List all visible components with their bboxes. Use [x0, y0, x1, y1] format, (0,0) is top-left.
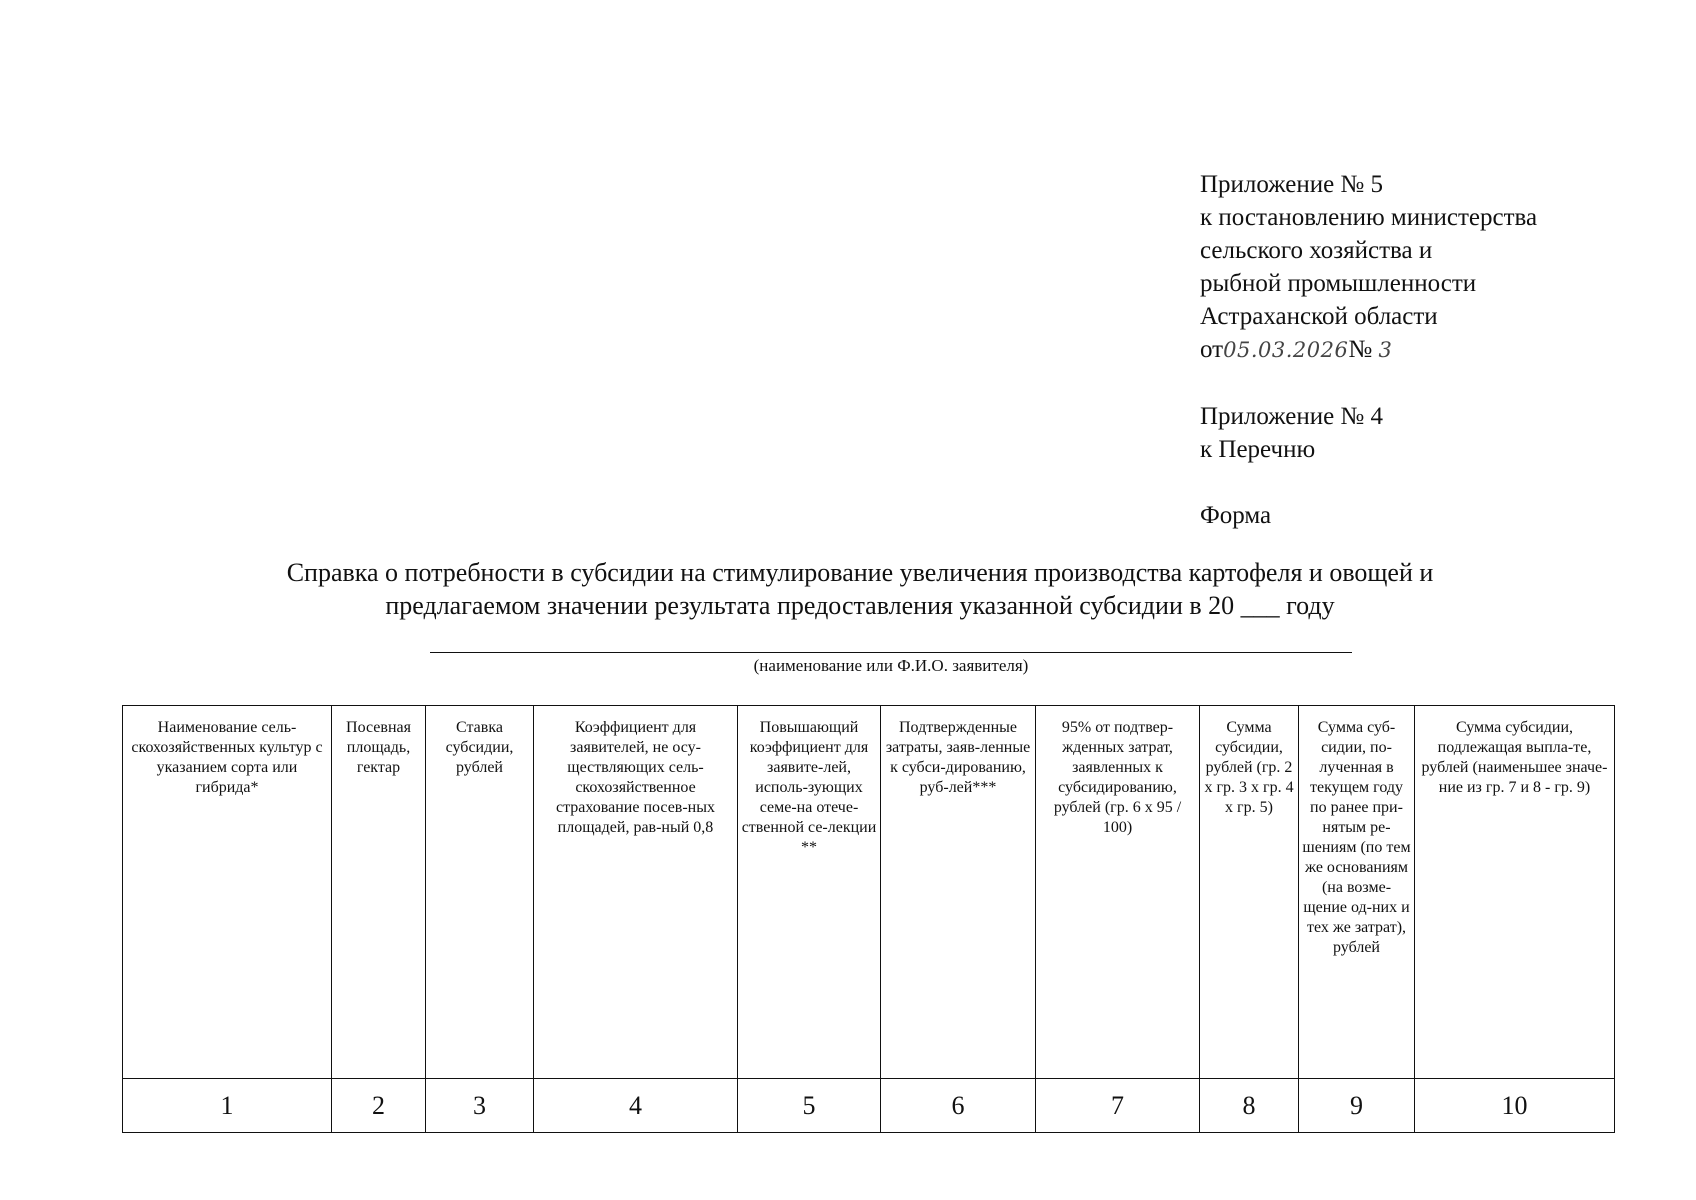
table-header-cell: Повышающий коэффициент для заявите-лей, исполь-зующих семе-на отече-ственной се-лекции ** — [738, 706, 881, 1079]
annex-number-handwritten: 3 — [1378, 338, 1393, 362]
column-number-cell: 8 — [1200, 1079, 1299, 1133]
title-line2: предлагаемом значении результата предоставления указанной субсидии в 20 ___ году — [385, 591, 1335, 620]
annex-to-resolution: к постановлению министерства — [1200, 204, 1538, 231]
column-number-cell: 6 — [881, 1079, 1036, 1133]
table-header-cell: Подтвержденные затраты, заяв-ленные к субси-дированию, руб-лей*** — [881, 706, 1036, 1079]
table-header-cell: Ставка субсидии, рублей — [426, 706, 534, 1079]
annex-number-prefix: № — [1348, 336, 1373, 363]
table-column-number-row — [123, 1079, 1615, 1133]
table-header-cell: Наименование сель-скохозяйственных культур с указанием сорта или гибрида* — [123, 706, 332, 1079]
applicant-caption: (наименование или Ф.И.О. заявителя) — [753, 656, 1029, 675]
annex-ministry-line3: рыбной промышленности — [1200, 270, 1477, 297]
subsidy-form-table — [122, 705, 1615, 1133]
table-header-cell: 95% от подтвер-жденных затрат, заявленных к субсидированию, рублей (гр. 6 x 95 / 100) — [1036, 706, 1200, 1079]
column-number-cell: 2 — [332, 1079, 426, 1133]
column-number-cell: 9 — [1299, 1079, 1415, 1133]
column-number-cell: 4 — [534, 1079, 738, 1133]
table-header-cell: Сумма субсидии, подлежащая выпла-те, рублей (наименьшее значе-ние из гр. 7 и 8 - гр. 9) — [1415, 706, 1615, 1079]
title-line1: Справка о потребности в субсидии на стимулирование увеличения производства картофеля и овощей и — [286, 558, 1434, 587]
annex-from-prefix: от — [1200, 336, 1224, 363]
table-header-cell: Сумма субсидии, рублей (гр. 2 x гр. 3 x гр. 4 x гр. 5) — [1200, 706, 1299, 1079]
annex-date-line — [1200, 333, 1537, 367]
column-number-cell: 10 — [1415, 1079, 1615, 1133]
table-header-cell: Посевная площадь, гектар — [332, 706, 426, 1079]
annex-appendix5: Приложение № 5 — [1200, 171, 1384, 198]
column-number-cell: 7 — [1036, 1079, 1200, 1133]
table-header-row — [123, 706, 1615, 1079]
table-header-cell: Сумма суб-сидии, по-лученная в текущем году по ранее при-нятым ре-шениям (по тем же основаниям (на возме-щение од-них и тех же затрат), рублей — [1299, 706, 1415, 1079]
form-label: Форма — [1200, 502, 1272, 529]
annex-to-list: к Перечню — [1200, 436, 1316, 463]
column-number-cell: 3 — [426, 1079, 534, 1133]
annex-region: Астраханской области — [1200, 303, 1438, 330]
column-number-cell: 5 — [738, 1079, 881, 1133]
document-title — [150, 556, 1570, 622]
annex-ministry-line2: сельского хозяйства и — [1200, 237, 1433, 264]
applicant-name-field-line — [430, 652, 1352, 653]
table-header-cell: Коэффициент для заявителей, не осу-ществляющих сель-скохозяйственное страхование посев-ных площадей, рав-ный 0,8 — [534, 706, 738, 1079]
annex-date-handwritten: 05.03.2026 — [1223, 338, 1349, 362]
column-number-cell: 1 — [123, 1079, 332, 1133]
annex-appendix4: Приложение № 4 — [1200, 403, 1384, 430]
annex-block — [1200, 168, 1537, 532]
